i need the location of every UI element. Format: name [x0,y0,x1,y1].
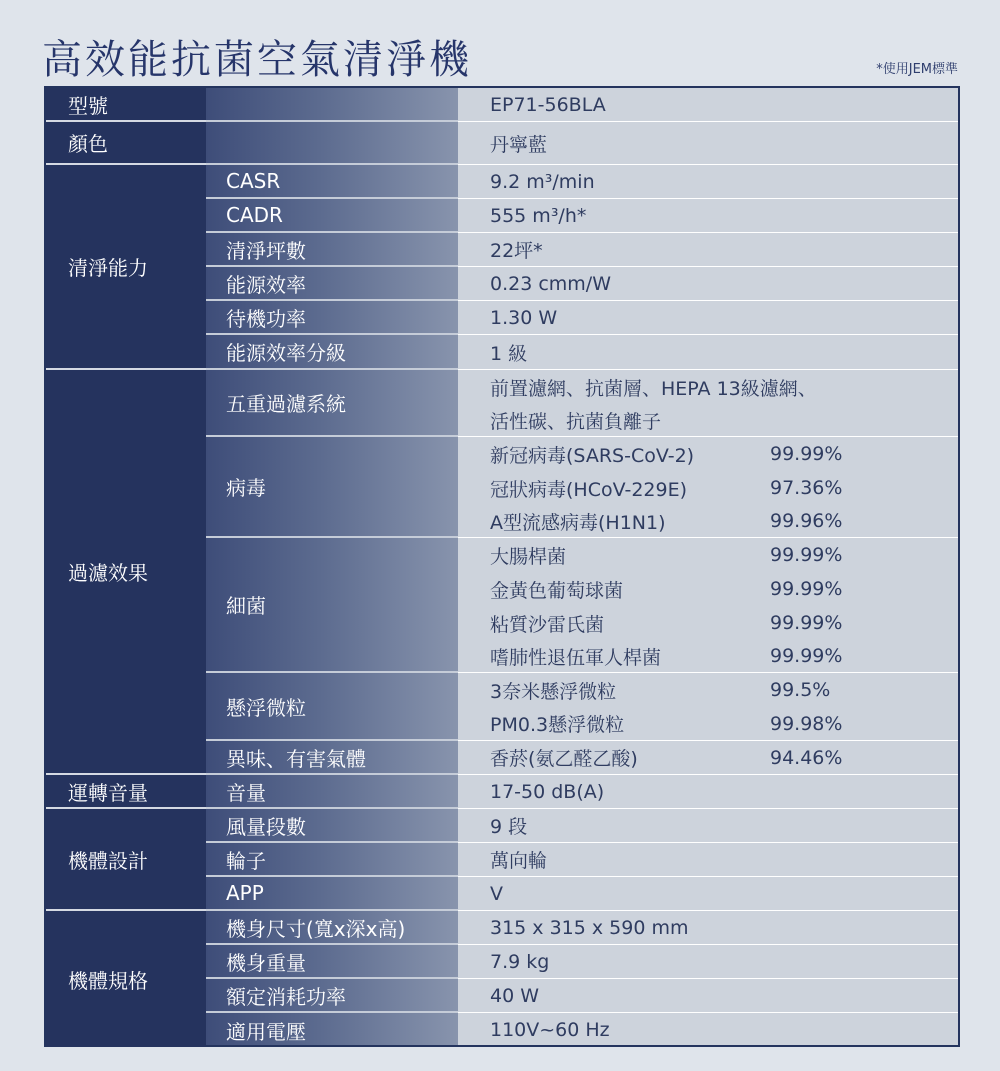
efficacy-name: 嗜肺性退伍軍人桿菌 [490,646,662,669]
page-title: 高效能抗菌空氣清淨機 [42,37,472,83]
value-standby: 1.30 W [458,301,958,335]
efficacy-pct: 99.98% [770,712,843,735]
efficacy-name: 新冠病毒(SARS-CoV-2) [490,444,695,467]
spec-table [44,86,960,1047]
sub-volume: 音量 [206,775,458,809]
efficacy-pct: 99.99% [770,578,843,600]
category-color: 顏色 [46,122,206,165]
category-noise: 運轉音量 [46,775,206,809]
sub-grade: 能源效率分級 [206,335,458,370]
category-specs: 機體規格 [46,911,206,1047]
efficacy-row [458,437,958,471]
efficacy-row [458,538,958,572]
sub-particles: 懸浮微粒 [206,673,458,741]
sub-power: 額定消耗功率 [206,979,458,1013]
efficacy-name: 金黃色葡萄球菌 [490,579,624,602]
sub-casr: CASR [206,165,458,199]
sub-efficiency: 能源效率 [206,267,458,301]
efficacy-name: 3奈米懸浮微粒 [490,680,617,703]
sub-area: 清淨坪數 [206,233,458,267]
value-grade: 1 級 [458,335,958,370]
efficacy-row [458,741,958,775]
value-weight: 7.9 kg [458,945,958,979]
category-design: 機體設計 [46,809,206,911]
sub-voltage: 適用電壓 [226,1019,306,1044]
sub-cell-empty [206,122,458,165]
efficacy-pct: 94.46% [770,746,843,769]
value-efficiency: 0.23 cmm/W [458,267,958,301]
efficacy-row [458,505,958,538]
value-filter-line1: 前置濾網、抗菌層、HEPA 13級濾網、 [490,377,817,400]
value-color: 丹寧藍 [458,122,958,165]
sub-app: APP [206,877,458,911]
efficacy-row [458,572,958,606]
efficacy-pct: 99.99% [770,612,843,634]
efficacy-name: 冠狀病毒(HCoV-229E) [490,478,688,501]
efficacy-row [458,673,958,707]
category-model: 型號 [46,88,206,122]
efficacy-pct: 99.5% [770,679,831,701]
value-filter-line2: 活性碳、抗菌負離子 [458,404,958,437]
sub-odor: 異味、有害氣體 [206,741,458,775]
efficacy-pct: 97.36% [770,477,843,499]
value-power: 40 W [458,979,958,1013]
value-cadr: 555 m³/h* [458,199,958,233]
sub-fan-levels: 風量段數 [206,809,458,843]
value-voltage: 110V~60 Hz [490,1019,610,1041]
value-size: 315 x 315 x 590 mm [458,911,958,945]
category-filter: 過濾效果 [46,370,206,775]
efficacy-name: PM0.3懸浮微粒 [490,714,625,736]
sub-wheels: 輪子 [206,843,458,877]
value-fan-levels: 9 段 [458,809,958,843]
efficacy-row [458,640,958,673]
value-wheels: 萬向輪 [458,843,958,877]
value-area: 22坪* [458,233,958,267]
efficacy-pct: 99.99% [770,645,843,667]
sub-virus: 病毒 [206,437,458,538]
value-volume: 17-50 dB(A) [458,775,958,809]
sub-size: 機身尺寸(寬x深x高) [206,911,458,945]
value-app: V [458,877,958,911]
efficacy-row [458,471,958,505]
efficacy-name: 香菸(氨乙醛乙酸) [490,748,638,770]
category-cleaning: 清淨能力 [46,165,206,370]
value-model: EP71-56BLA [458,88,958,122]
efficacy-name: 大腸桿菌 [490,545,567,568]
jem-standard-note: *使用JEM標準 [876,62,958,77]
sub-standby: 待機功率 [206,301,458,335]
efficacy-pct: 99.99% [770,544,843,566]
sub-weight: 機身重量 [206,945,458,979]
efficacy-row [458,707,958,741]
sub-cell-empty [206,88,458,122]
efficacy-pct: 99.99% [770,443,843,465]
efficacy-row [458,606,958,640]
sub-five-filter: 五重過濾系統 [206,370,458,437]
efficacy-name: 粘質沙雷氏菌 [490,613,605,636]
efficacy-name: A型流感病毒(H1N1) [490,511,666,534]
sub-bacteria: 細菌 [206,538,458,673]
sub-cadr: CADR [206,199,458,233]
efficacy-pct: 99.96% [770,510,843,532]
value-casr: 9.2 m³/min [458,165,958,199]
